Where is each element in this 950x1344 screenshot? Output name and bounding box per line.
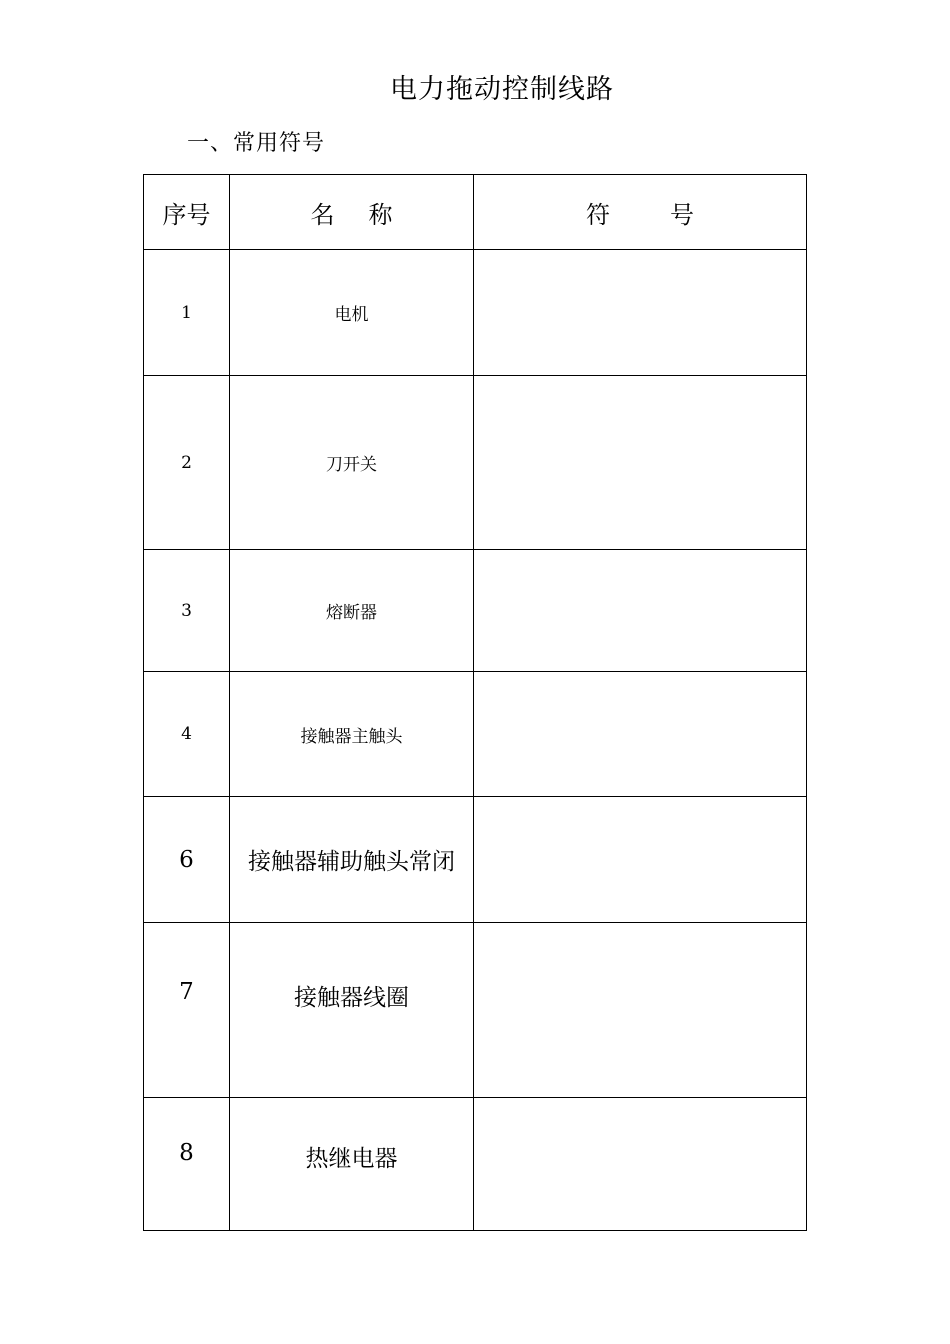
row-name: 电机 — [230, 250, 474, 376]
symbol-table — [143, 174, 807, 1231]
header-symbol: 符号 — [474, 175, 807, 250]
row-symbol — [474, 250, 807, 376]
row-name: 刀开关 — [230, 376, 474, 550]
row-symbol — [474, 672, 807, 797]
row-symbol — [474, 797, 807, 923]
table-row — [144, 672, 807, 797]
table-row — [144, 376, 807, 550]
row-symbol — [474, 376, 807, 550]
row-no: 4 — [144, 672, 230, 797]
row-name: 热继电器 — [230, 1098, 474, 1231]
table-row — [144, 1098, 807, 1231]
table-row — [144, 797, 807, 923]
row-name: 接触器辅助触头常闭 — [230, 797, 474, 923]
table-row — [144, 250, 807, 376]
row-no: 1 — [144, 250, 230, 376]
row-no: 3 — [144, 550, 230, 672]
row-name: 接触器线圈 — [230, 923, 474, 1098]
table-row — [144, 923, 807, 1098]
row-name: 熔断器 — [230, 550, 474, 672]
page-title: 电力拖动控制线路 — [390, 74, 614, 105]
row-name: 接触器主触头 — [230, 672, 474, 797]
table-row — [144, 550, 807, 672]
row-no: 8 — [144, 1098, 230, 1231]
row-symbol — [474, 550, 807, 672]
row-no: 2 — [144, 376, 230, 550]
header-name: 名称 — [230, 175, 474, 250]
row-no: 6 — [144, 797, 230, 923]
section-heading: 一、常用符号 — [187, 131, 326, 156]
table-header-row — [144, 175, 807, 250]
row-no: 7 — [144, 923, 230, 1098]
header-no: 序号 — [144, 175, 230, 250]
row-symbol — [474, 1098, 807, 1231]
row-symbol — [474, 923, 807, 1098]
